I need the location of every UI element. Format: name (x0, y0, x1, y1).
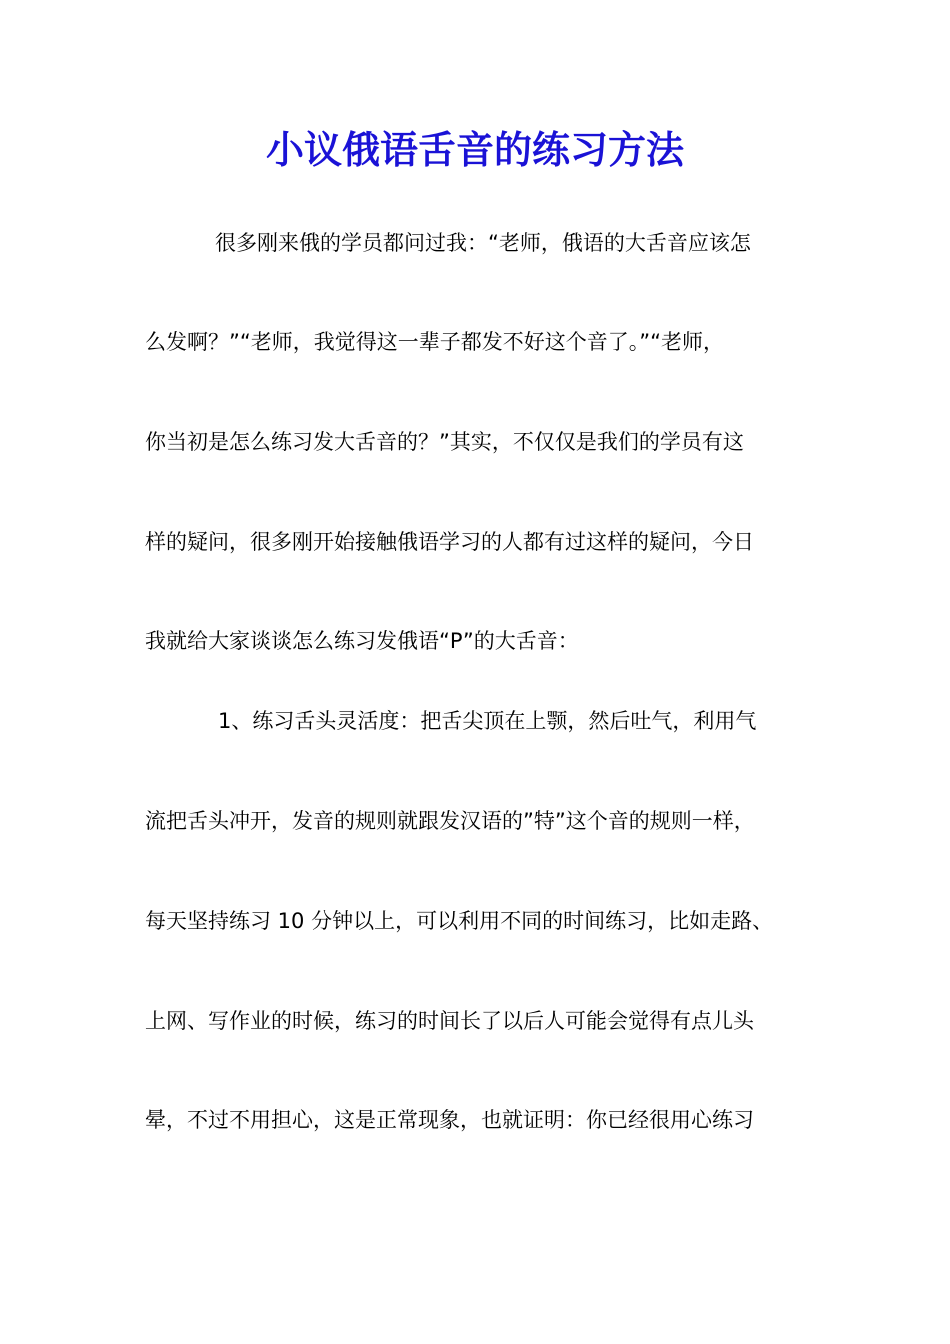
paragraph-line: 我就给大家谈谈怎么练习发俄语“P”的大舌音： (145, 629, 579, 653)
paragraph-line: 流把舌头冲开，发音的规则就跟发汉语的”特”这个音的规则一样， (145, 809, 755, 833)
paragraph-line: 每天坚持练习 10 分钟以上，可以利用不同的时间练习，比如走路、 (145, 909, 774, 933)
paragraph-line: 样的疑问，很多刚开始接触俄语学习的人都有过这样的疑问，今日 (145, 530, 754, 554)
document-title: 小议俄语舌音的练习方法 (265, 127, 684, 172)
paragraph-line: 1、练习舌头灵活度：把舌尖顶在上颚，然后吐气，利用气 (218, 709, 757, 733)
paragraph-line: 你当初是怎么练习发大舌音的？”其实，不仅仅是我们的学员有这 (145, 430, 744, 454)
paragraph-line: 上网、写作业的时候，练习的时间长了以后人可能会觉得有点儿头 (145, 1009, 754, 1033)
paragraph-line: 晕，不过不用担心，这是正常现象，也就证明：你已经很用心练习 (145, 1108, 754, 1132)
paragraph-line: 很多刚来俄的学员都问过我：“老师，俄语的大舌音应该怎 (215, 231, 751, 255)
paragraph-line: 么发啊？”“老师，我觉得这一辈子都发不好这个音了。”“老师， (145, 330, 725, 354)
